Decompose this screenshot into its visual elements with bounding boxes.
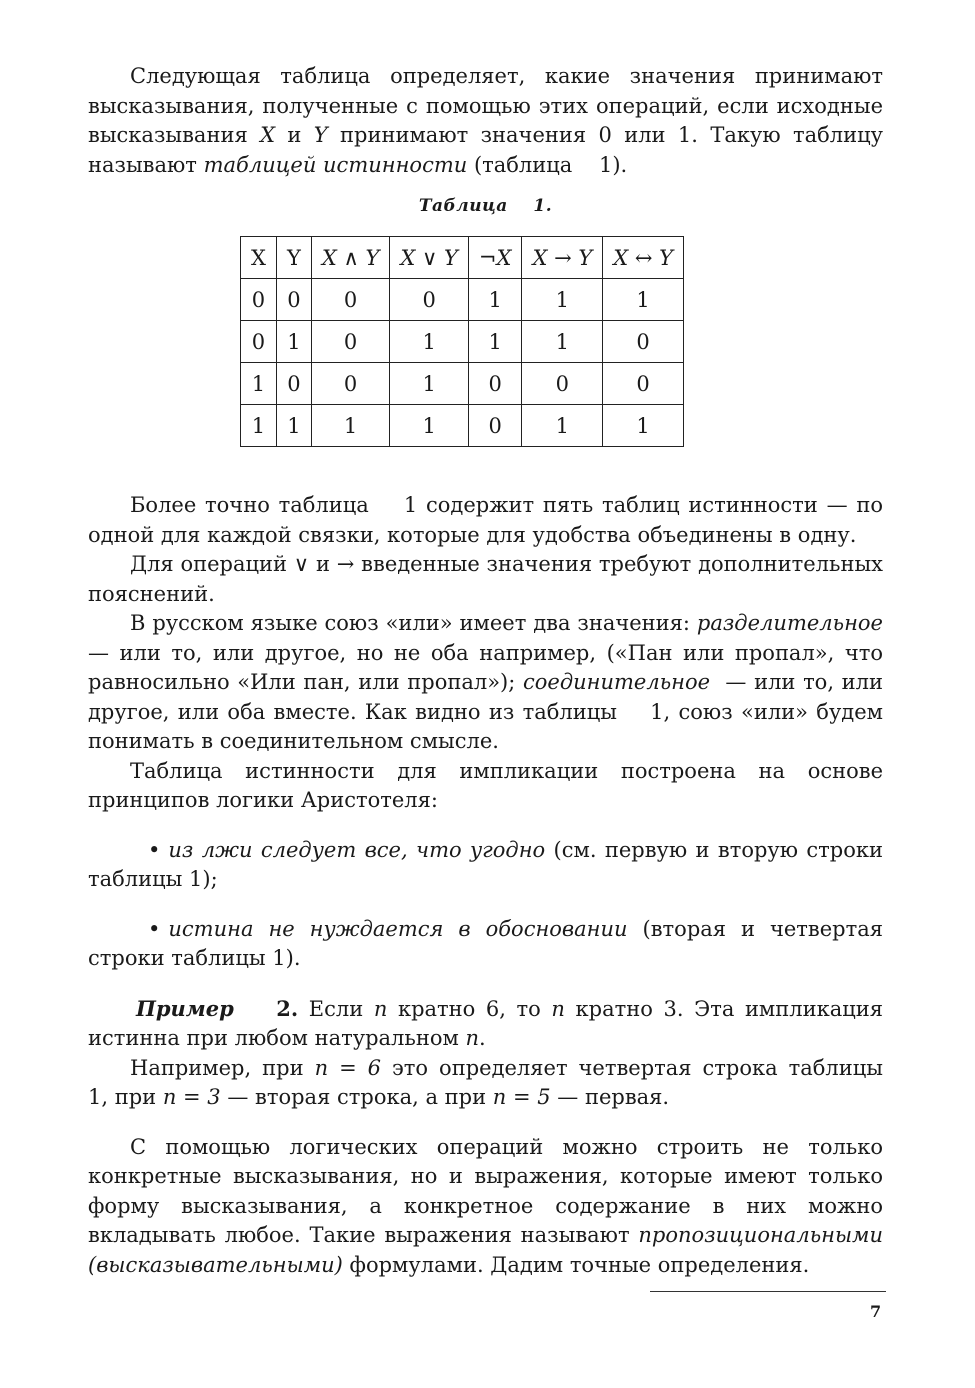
math-equation: n = 5 [492,1085,551,1109]
header-cell: X ↔ Y [603,237,684,279]
table-cell: 1 [390,363,469,405]
paragraph-intro [88,62,883,180]
text: (вторая и четвертая строки таблицы 1). [88,916,883,970]
table-cell: 1 [603,405,684,447]
paragraph-more: Более точно таблица 1 содержит пять таблиц истинности — по одной для каждой связки, которые для удобства объединены в одну. [88,493,890,547]
table-row [241,279,684,321]
text: . [479,1026,486,1050]
header-cell: X → Y [522,237,603,279]
table-row [241,363,684,405]
table-cell: 0 [311,321,390,363]
math-n: n [373,996,388,1021]
list-item [88,836,883,895]
text: (см. первую и вторую строки таблицы 1); [88,837,883,891]
emphasis-term: пропозициональными (высказывательными) [88,1223,883,1277]
math-n: n [551,996,565,1021]
table-cell: 0 [311,279,390,321]
table-cell: 0 [276,279,311,321]
bullet-icon: • [148,916,161,941]
text: и [275,123,314,147]
math-equation: n = 3 [162,1085,221,1109]
math-y: Y [313,123,328,147]
list-item [88,915,883,974]
example-label: Пример [136,995,234,1021]
table-cell: 0 [311,363,390,405]
bullet-icon: • [148,837,161,862]
emphasis-principle: из лжи следует все, что угодно [168,837,546,862]
table-row [241,405,684,447]
math-x: X [260,123,276,147]
text: формулами. Дадим точные определения. [342,1252,810,1277]
table-cell: 1 [522,321,603,363]
table-cell: 1 [468,321,522,363]
table-cell: 0 [522,363,603,405]
text: В русском языке союз «или» имеет два значения: [130,611,697,635]
table-cell: 1 [276,321,311,363]
table-cell: 1 [276,405,311,447]
paragraph-example [88,1054,910,1113]
table-cell: 1 [522,279,603,321]
table-cell: 0 [241,321,277,363]
table-cell: 0 [603,321,684,363]
emphasis-term: таблицей истинности [203,152,468,177]
header-cell: ¬X [468,237,522,279]
header-cell: Y [276,237,311,279]
text: — или то, или другое, или оба вместе. Как видно из таблицы 1, союз «или» будем понимать в соединительном смысле. [88,670,890,753]
table-cell: 0 [603,363,684,405]
header-cell: X ∧ Y [311,237,390,279]
text: Следующая таблица определяет, какие значения принимают высказывания, полученные с помощью этих операций, если исходные высказывания [88,64,883,147]
table-cell: 1 [311,405,390,447]
table-cell: 1 [468,279,522,321]
text: Если [298,996,374,1021]
page-number: 7 [870,1302,882,1321]
paragraph-russian [88,609,890,757]
table-header-row [241,237,684,279]
text: (таблица 1). [467,152,628,177]
paragraph-aristotle: Таблица истинности для импликации построена на основе принципов логики Аристотеля: [88,758,883,812]
table-cell: 0 [468,363,522,405]
table-cell: 0 [241,279,277,321]
footer-rule [650,1291,886,1292]
table-cell: 0 [390,279,469,321]
truth-table [240,236,684,447]
table-row [241,321,684,363]
example-number: 2. [276,995,299,1021]
page-content [88,62,910,1280]
emphasis-term: разделительное [696,611,883,635]
header-cell: X [241,237,277,279]
paragraph-final [88,1133,883,1281]
text: принимают значения 0 или 1. Такую таблицу называют [88,123,883,177]
header-cell: X ∨ Y [390,237,469,279]
table-cell: 1 [241,405,277,447]
text: — первая. [550,1085,670,1109]
table-cell: 1 [603,279,684,321]
math-n: n [465,1026,479,1050]
table-cell: 0 [468,405,522,447]
paragraph-ops: Для операций ∨ и → введенные значения требуют дополнительных пояснений. [88,552,883,606]
text: кратно 6, то [387,996,552,1021]
text: кратно 3. Эта импликация истинна при любом натуральном [88,996,883,1050]
table-cell: 1 [241,363,277,405]
text: — вторая строка, а при [220,1085,493,1109]
table-cell: 0 [276,363,311,405]
math-equation: n = 6 [314,1055,382,1080]
table-cell: 1 [522,405,603,447]
text: это определяет четвертая строка таблицы 1, при [88,1055,910,1109]
example-paragraph [88,994,883,1054]
text: С помощью логических операций можно строить не только конкретные высказывания, но и выражения, которые имеют только форму высказывания, а конкретное содержание в них можно вкладывать любое. Такие выражения называют [88,1134,883,1247]
table-cell: 1 [390,405,469,447]
text: Например, при [130,1055,315,1080]
emphasis-principle: истина не нуждается в обосновании [168,916,628,941]
table-caption: Таблица 1. [418,196,553,216]
text: — или то, или другое, но не оба например, («Пан или пропал», что равносильно «Или пан, или пропал»); [88,611,890,694]
emphasis-term: соединительное [523,670,711,694]
table-cell: 1 [390,321,469,363]
